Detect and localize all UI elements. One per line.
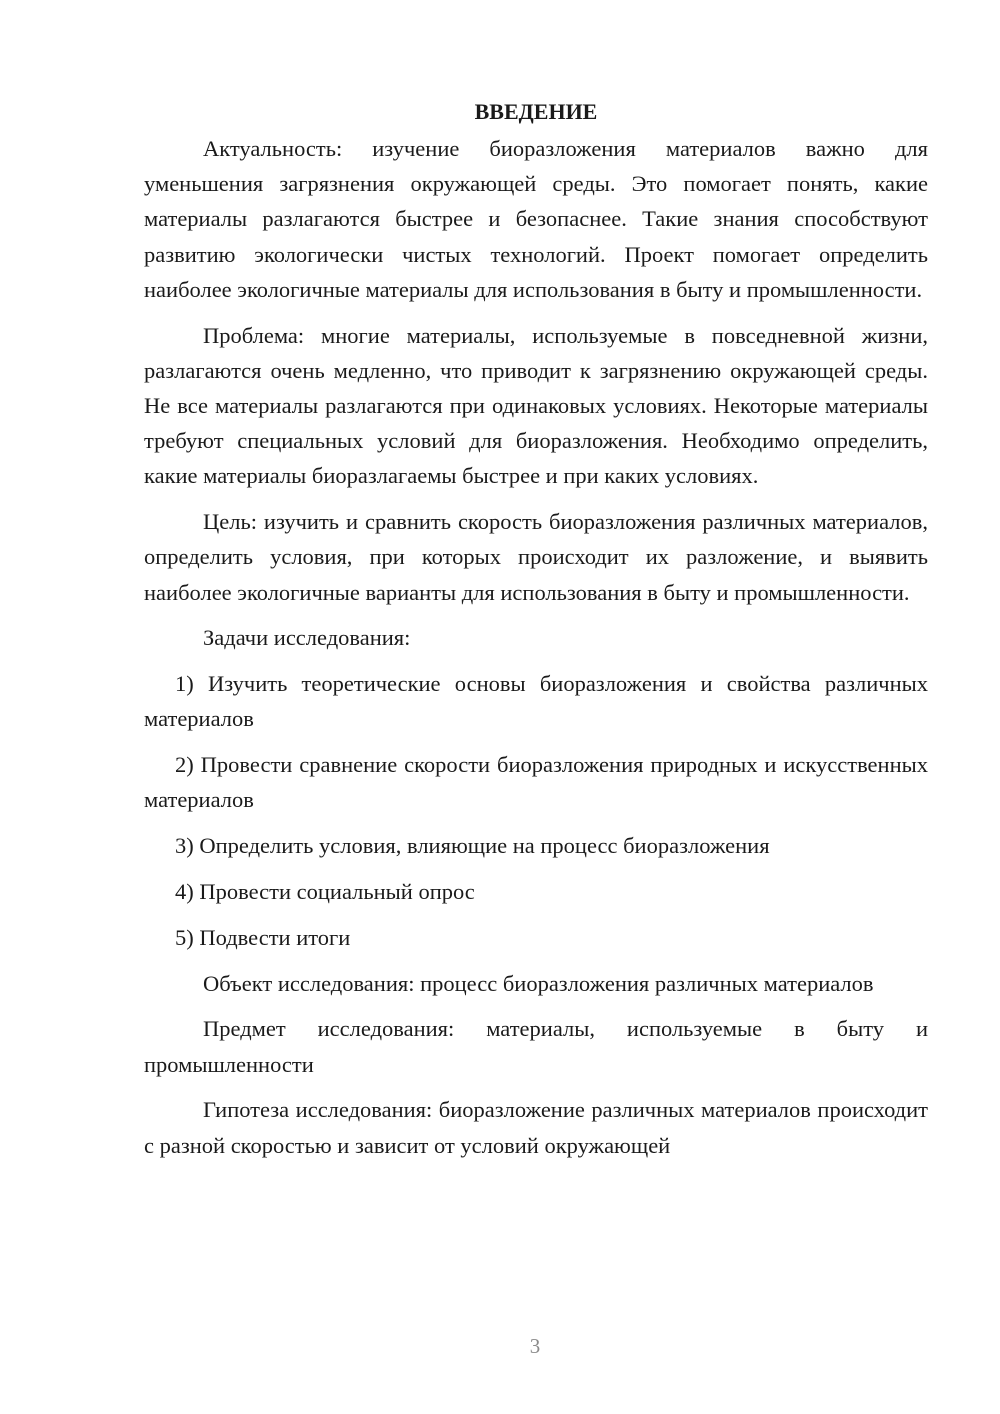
task-item-2: 2) Провести сравнение скорости биоразложения природных и искусственных материалов [144, 752, 928, 813]
subject-paragraph: Предмет исследования: материалы, используемые в быту и промышленности [144, 1016, 928, 1077]
page-body [144, 94, 928, 1163]
task-item-4: 4) Провести социальный опрос [175, 879, 475, 905]
hypothesis-paragraph: Гипотеза исследования: биоразложение различных материалов происходит с разной скоростью и зависит от условий окружающей [144, 1097, 928, 1158]
goal-paragraph: Цель: изучить и сравнить скорость биоразложения различных материалов, определить условия, при которых происходит их разложение, и выявить наиболее экологичные варианты для использования в быту и промышленности. [144, 509, 928, 605]
task-item-1: 1) Изучить теоретические основы биоразложения и свойства различных материалов [144, 671, 928, 732]
task-item-3: 3) Определить условия, влияющие на процесс биоразложения [175, 833, 770, 859]
task-item-5: 5) Подвести итоги [175, 924, 351, 950]
relevance-paragraph: Актуальность: изучение биоразложения материалов важно для уменьшения загрязнения окружающей среды. Это помогает понять, какие материалы разлагаются быстрее и безопаснее. Такие знания способствуют развитию экологически чистых технологий. Проект помогает определить наиболее экологичные материалы для использования в быту и промышленности. [144, 136, 928, 302]
object-paragraph: Объект исследования: процесс биоразложения различных материалов [203, 970, 874, 996]
section-heading: ВВЕДЕНИЕ [474, 99, 598, 124]
problem-paragraph: Проблема: многие материалы, используемые в повседневной жизни, разлагаются очень медленно, что приводит к загрязнению окружающей среды. Не все материалы разлагаются при одинаковых условиях. Некоторые материалы требуют специальных условий для биоразложения. Необходимо определить, какие материалы биоразлагаемы быстрее и при каких условиях. [144, 322, 928, 489]
tasks-heading: Задачи исследования: [203, 625, 411, 651]
page-number: 3 [529, 1334, 541, 1358]
